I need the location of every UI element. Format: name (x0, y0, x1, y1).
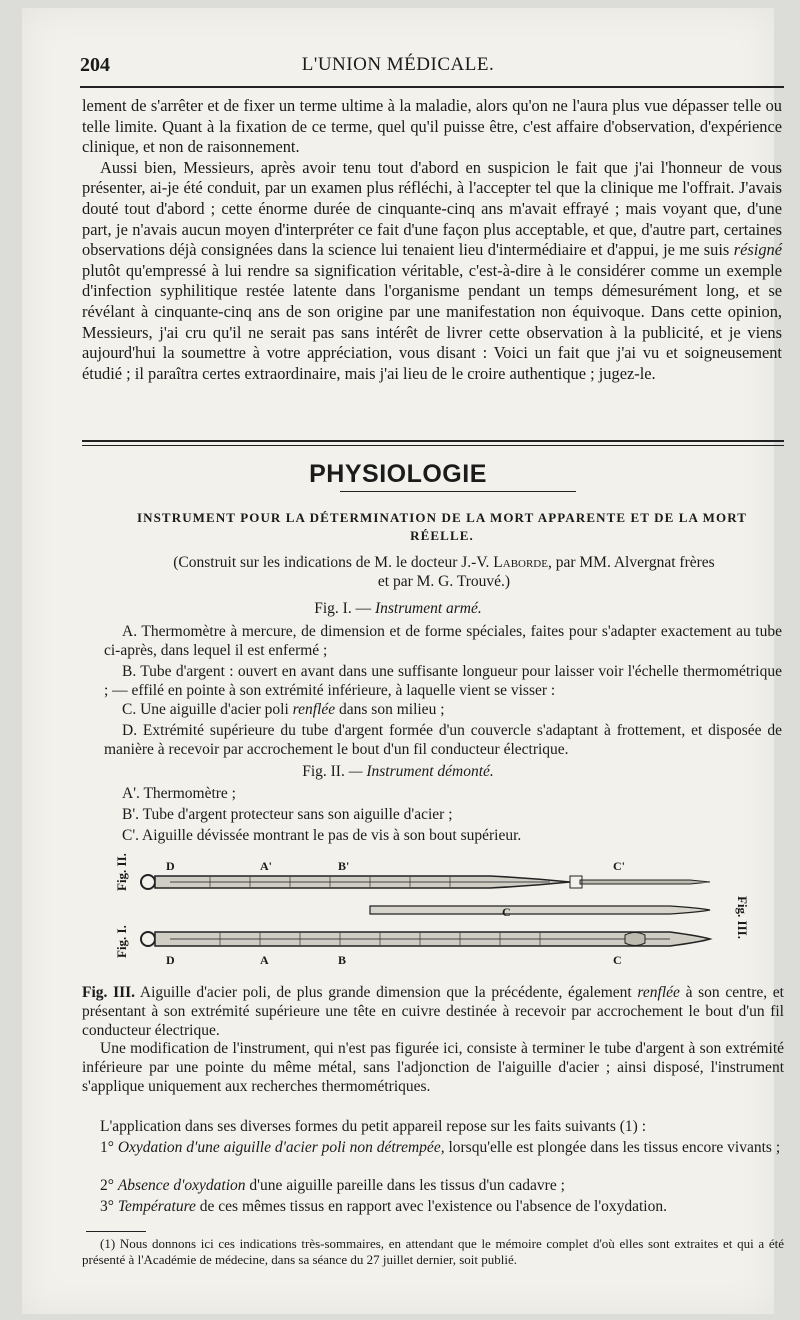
article-title (102, 509, 782, 545)
application-intro: L'application dans ses diverses formes du petit appareil repose sur les faits suivants (1) : (100, 1118, 647, 1135)
letter-a: A (260, 953, 269, 967)
intro-paragraph-1: lement de s'arrêter et de fixer un terme ultime à la maladie, alors qu'on ne l'aura plus vue dépasser telle ou telle limite. Quant à la fixation de ce terme, quel qu'il puisse être, c'est affaire d'observation, d'expérience clinique, et non de raisonnement. (82, 96, 782, 157)
fact-1 (82, 1138, 784, 1157)
fig1-item-c-start: C. Une aiguille d'acier poli (122, 701, 293, 718)
section-rule-2 (82, 445, 784, 446)
fig2-label: Fig. II. (302, 763, 345, 780)
letter-b-prime: B' (338, 859, 350, 873)
fig1-item-c-end: dans son milieu ; (335, 701, 445, 718)
intro-p2-end: plutôt qu'empressé à lui rendre sa signification véritable, c'est-à-dire à le considérer comme un exemple d'infection syphilitique restée latente dans l'organisme pendant un temps démesurément long, et se révélant à cinquante-cinq ans de son origine par une manifestation non équivoque. Dans cette opinion, Messieurs, j'ai cru qu'il ne serait pas sans intérêt de livrer cette observation à la publicité, et je viens aujourd'hui la soumettre à votre appréciation, vous disant : Voici un fait que j'ai vu et soigneusement étudié ; il paraîtra certes extraordinaire, mais j'ai lieu de le croire authentique ; jugez-le. (82, 260, 782, 383)
fig2-item-c: C'. Aiguille dévissée montrant le pas de vis à son bout supérieur. (122, 827, 522, 844)
fig3-italic: renflée (637, 984, 680, 1001)
footnote-rule (86, 1231, 146, 1232)
credit-text-2: , par MM. Alvergnat frères (547, 554, 715, 571)
fact-2-rest: d'une aiguille pareille dans les tissus d'un cadavre ; (245, 1177, 565, 1194)
heading-underline (340, 491, 576, 492)
fig1-item-c-italic: renflée (292, 701, 336, 718)
footnote: (1) Nous donnons ici ces indications très-sommaires, en attendant que le mémoire complet d'où elles sont extraites et qui a été présenté à l'Académie de médecine, dans sa séance du 27 juillet dernier, soit publié. (82, 1236, 784, 1267)
fig1-item-b: B. Tube d'argent : ouvert en avant dans une suffisante longueur pour laisser voir l'échelle thermométrique ; — effilé en pointe à son extrémité inférieure, à laquelle vient se visser : (104, 663, 782, 699)
fact-1-rest: lorsqu'elle est plongée dans les tissus encore vivants ; (444, 1139, 781, 1156)
fact-1-num: 1° (100, 1139, 114, 1156)
intro-p2-italic: résigné (733, 240, 782, 260)
credit-line-1 (104, 553, 784, 572)
fact-2-italic: Absence d'oxydation (117, 1177, 246, 1194)
fig1-label: Fig. I. (314, 600, 352, 617)
instrument-assembled (141, 932, 710, 946)
intro-p2-start: Aussi bien, Messieurs, après avoir tenu tout d'abord en suspicion le fait que j'ai l'honneur de vous présenter, ai-je été conduit, par un examen plus réfléchi, à l'accepter tel que la clinique me l'offrait. J'avais douté tout d'abord ; cette énorme durée de cinquante-cinq ans m'avait effrayé ; mais voyant que, d'une part, je n'avais aucun moyen d'interpréter ce fait d'une façon plus acceptable, et que, d'autre part, certaines observations déjà consignées dans la science lui tenaient lieu d'intermédiaire et d'appui, je me suis (82, 157, 782, 260)
fact-1-italic: Oxydation d'une aiguille d'acier poli non détrempée, (117, 1139, 445, 1156)
article-credit (104, 553, 784, 591)
credit-name: Laborde (493, 554, 548, 571)
fig1-item-c (104, 700, 782, 719)
fig2-title: — Instrument démonté. (348, 763, 494, 780)
fig3-text-end: à son centre, et présentant à son extrémité supérieure une tête en cuivre destinée à recevoir par accrochement le bout d'un fil conducteur électrique. (82, 984, 784, 1039)
fact-3-num: 3° (100, 1198, 114, 1215)
letter-c-tube: C (502, 905, 511, 919)
letter-c: C (613, 953, 622, 967)
fig3-side-label: Fig. III. (735, 896, 750, 939)
fig3-label: Fig. III. (82, 984, 136, 1001)
article-title-line-2: RÉELLE. (410, 528, 474, 543)
fact-3-italic: Température (117, 1198, 196, 1215)
section-rule-1 (82, 440, 784, 442)
letter-c-prime: C' (613, 859, 625, 873)
credit-line-2: et par M. G. Trouvé.) (377, 573, 511, 590)
credit-text-1: (Construit sur les indications de M. le docteur J.-V. (173, 554, 494, 571)
fig2-side-label: Fig. II. (114, 853, 129, 891)
fig1-item-a: A. Thermomètre à mercure, de dimension et de forme spéciales, faites pour s'adapter exactement au tube ci-après, dans lequel il est enfermé ; (104, 623, 782, 659)
letter-a-prime: A' (260, 859, 272, 873)
fact-3 (82, 1197, 784, 1216)
fig1-caption: Fig. I. — Instrument armé. (314, 600, 482, 617)
fig1-title: Instrument armé. (374, 600, 482, 617)
instrument-engraving (110, 836, 750, 978)
section-heading: PHYSIOLOGIE (309, 460, 487, 488)
fig3-description (82, 983, 784, 1040)
letter-d-fig1: D (166, 953, 175, 967)
fact-3-rest: de ces mêmes tissus en rapport avec l'existence ou l'absence de l'oxydation. (195, 1198, 667, 1215)
modification-paragraph: Une modification de l'instrument, qui n'est pas figurée ici, consiste à terminer le tube d'argent à son extrémité inférieure par une pointe du même métal, sans l'adjonction de l'aiguille d'acier ; ainsi disposé, l'instrument s'applique uniquement aux recherches thermométriques. (82, 1040, 784, 1095)
intro-paragraph-2 (82, 158, 782, 385)
journal-page (22, 8, 784, 1314)
intro-text (82, 96, 782, 384)
fig1-item-d: D. Extrémité supérieure du tube d'argent formée d'un couvercle s'adaptant à frottement, et disposée de manière à recevoir par accrochement le bout d'un fil conducteur électrique. (104, 722, 782, 758)
fig3-text-start: Aiguille d'acier poli, de plus grande dimension que la précédente, également (135, 984, 638, 1001)
tube-protector (370, 906, 710, 914)
fact-2 (82, 1176, 784, 1195)
article-title-line-1: INSTRUMENT POUR LA DÉTERMINATION DE LA MORT APPARENTE ET DE LA MORT (136, 510, 748, 525)
fig2-item-b: B'. Tube d'argent protecteur sans son aiguille d'acier ; (122, 806, 453, 823)
fig2-caption (22, 763, 774, 781)
header-rule (80, 86, 784, 88)
instrument-disassembled (141, 875, 710, 889)
letter-b: B (338, 953, 347, 967)
fig1-side-label: Fig. I. (114, 925, 129, 958)
letter-d-fig2: D (166, 859, 175, 873)
running-head: L'UNION MÉDICALE. (301, 54, 495, 75)
fig2-item-a: A'. Thermomètre ; (122, 785, 236, 802)
page-number: 204 (80, 54, 110, 76)
fact-2-num: 2° (100, 1177, 114, 1194)
